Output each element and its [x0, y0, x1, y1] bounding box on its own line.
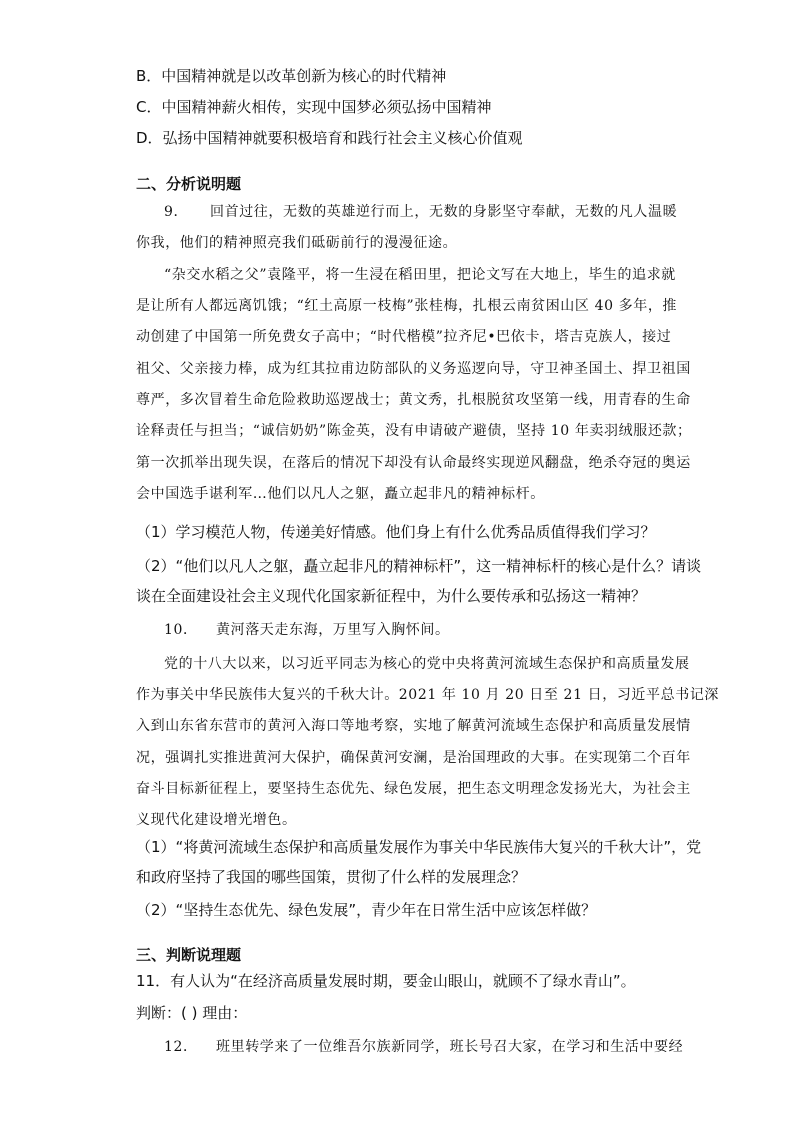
q10-text-line: 义现代化建设增光增色。 — [136, 812, 297, 828]
q9-text-line: 动创建了中国第一所免费女子高中；“时代楷模”拉齐尼•巴依卡，塔吉克族人，接过 — [136, 329, 672, 345]
option-d: D．弘扬中国精神就要积极培育和践行社会主义核心价值观 — [136, 129, 523, 147]
q12-text: 班里转学来了一位维吾尔族新同学，班长号召大家，在学习和生活中要经 — [216, 1039, 684, 1055]
q11-judgement: 判断：( ) 理由： — [136, 1004, 248, 1022]
q9-text-line: 第一次抓举出现失误，在落后的情况下却没有认命最终实现逆风翻盘，绝杀夺冠的奥运 — [136, 455, 691, 471]
q9-text-line: 祖父、父亲接力棒，成为红其拉甫边防部队的义务巡逻向导，守卫神圣国土、捍卫祖国 — [136, 361, 691, 377]
q9-first-line — [164, 202, 677, 222]
q9-subquestion-1: （1）学习模范人物，传递美好情感。他们身上有什么优秀品质值得我们学习？ — [136, 523, 656, 541]
q10-text-line: 况，强调扎实推进黄河大保护，确保黄河安澜，是治国理政的大事。在实现第二个百年 — [136, 750, 691, 766]
q10-number: 10． — [164, 622, 198, 638]
q10-text-line: 奋斗目标新征程上，要坚持生态优先、绿色发展，把生态文明理念发扬光大，为社会主 — [136, 781, 691, 797]
q10-text-line: 入到山东省东营市的黄河入海口等地考察，实地了解黄河流域生态保护和高质量发展情 — [136, 718, 691, 734]
q9-text-line: 你我，他们的精神照亮我们砥砺前行的漫漫征途。 — [136, 235, 458, 251]
q10-text-line: 作为事关中华民族伟大复兴的千秋大计。2021 年 10 月 20 日至 21 日，习近平总书记深 — [136, 687, 720, 703]
q9-text-line: 尊严，多次冒着生命危险救助巡逻战士；黄文秀，扎根脱贫攻坚第一线，用青春的生命 — [136, 392, 691, 408]
q9-text-line: “杂交水稻之父”袁隆平，将一生浸在稻田里，把论文写在大地上，毕生的追求就 — [164, 267, 676, 283]
section-2-title: 二、分析说明题 — [136, 175, 242, 193]
q12-number: 12． — [164, 1039, 198, 1055]
q10-subquestion-1: （1）“将黄河流域生态保护和高质量发展作为事关中华民族伟大复兴的千秋大计”，党 — [136, 838, 702, 856]
q10-subquestion-2: （2）“坚持生态优先、绿色发展”，青少年在日常生活中应该怎样做？ — [136, 901, 597, 919]
q12-first-line — [164, 1037, 683, 1057]
q9-number: 9． — [164, 204, 189, 220]
q10-subquestion-1-cont: 和政府坚持了我国的哪些国策，贯彻了什么样的发展理念？ — [136, 868, 527, 886]
q10-first-line — [164, 620, 450, 640]
q9-text-line: 是让所有人都远离饥饿；“红土高原一枝梅”张桂梅，扎根云南贫困山区 40 多年，推 — [136, 298, 678, 314]
q9-text-line: 诠释责任与担当；“诚信奶奶”陈金英，没有申请破产避债，坚持 10 年卖羽绒服还款； — [136, 423, 692, 439]
q10-poem: 黄河落天走东海，万里写入胸怀间。 — [216, 622, 450, 638]
option-c: C．中国精神薪火相传，实现中国梦必须弘扬中国精神 — [136, 98, 492, 116]
q9-text-line: 回首过往，无数的英雄逆行而上，无数的身影坚守奉献，无数的凡人温暖 — [210, 204, 678, 220]
q9-subquestion-2-cont: 谈在全面建设社会主义现代化国家新征程中，为什么要传承和弘扬这一精神？ — [136, 587, 647, 605]
q9-subquestion-2: （2）“他们以凡人之躯，矗立起非凡的精神标杆”，这一精神标杆的核心是什么？请谈 — [136, 557, 702, 575]
q10-text-line: 党的十八大以来，以习近平同志为核心的党中央将黄河流域生态保护和高质量发展 — [164, 656, 690, 672]
section-3-title: 三、判断说理题 — [136, 946, 242, 964]
q9-text-line: 会中国选手谌利军…他们以凡人之躯，矗立起非凡的精神标杆。 — [136, 486, 545, 502]
q11-text: 11．有人认为“在经济高质量发展时期，要金山眼山，就顾不了绿水青山”。 — [136, 972, 636, 990]
option-b: B．中国精神就是以改革创新为核心的时代精神 — [136, 67, 447, 85]
